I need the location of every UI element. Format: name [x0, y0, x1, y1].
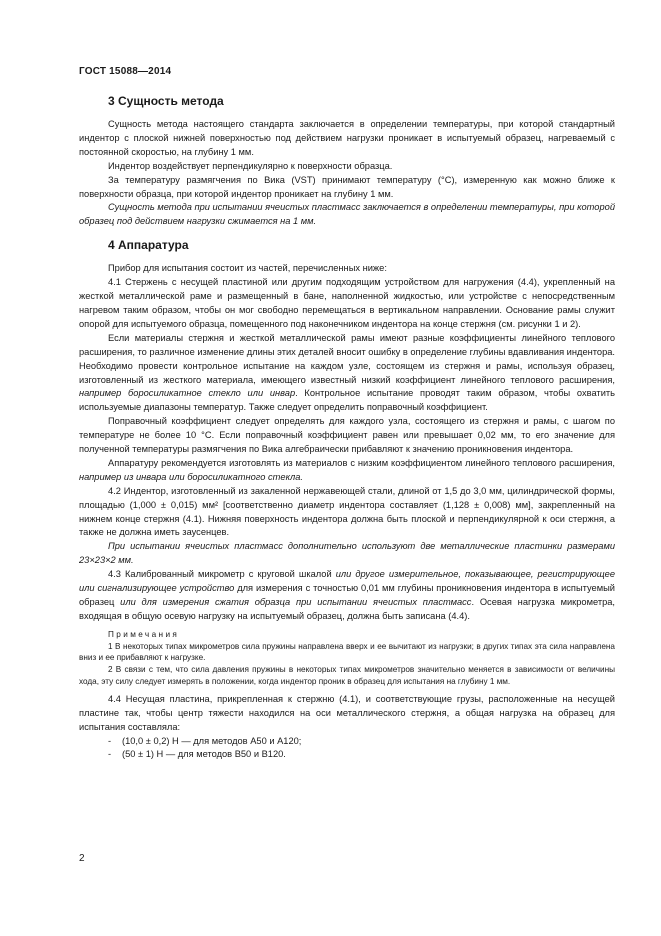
paragraph-4-3 — [79, 568, 615, 624]
paragraph-recommend — [79, 457, 615, 485]
italic-run: например боросиликатное стекло или инвар — [79, 388, 296, 399]
page-number: 2 — [79, 853, 85, 864]
section-4-title: 4 Аппаратура — [108, 238, 189, 253]
italic-paragraph: Сущность метода при испытании ячеистых пластмасс заключается в определении температуры, при которой образец под действием нагрузки сжимается на 1 мм. — [79, 202, 615, 227]
paragraph: Индентор воздействует перпендикулярно к поверхности образца. — [108, 160, 393, 171]
paragraph: Прибор для испытания состоит из частей, перечисленных ниже: — [108, 263, 387, 274]
paragraph-4-4: 4.4 Несущая пластина, прикрепленная к стержню (4.1), и соответствующие грузы, расположенные на несущей пластине так, чтобы центр тяжести находился на оси металлического стержня, а общая нагрузка на образец для испытания составляла: — [79, 693, 615, 732]
text-run: . Осевая нагрузка микрометра, входящая в общую осевую нагрузку на испытуемый образец, должна быть записана (4.4). — [79, 597, 616, 621]
notes-title: Примечания — [108, 629, 180, 639]
section-4 — [79, 238, 615, 762]
text-run: 4.3 Калиброванный микрометр с круговой шкалой — [108, 569, 336, 580]
paragraph-4-1: 4.1 Стержень с несущей пластиной или другим подходящим устройством для нагружения (4.4), укрепленный на жесткой металлической раме и размещенный в бане, наполненной жидкостью, или устройстве с непосредственным нагревом таким образом, чтобы он мог свободно перемещаться в вертикальном направлении. Основание рамы служит опорой для испытуемого образца, помещенного под наконечником индентора на конце стержня (см. рисунки 1 и 2). — [79, 277, 615, 329]
load-text: (10,0 ± 0,2) Н — для методов А50 и А120; — [122, 735, 302, 746]
paragraph: За температуру размягчения по Вика (VST) принимают температуру (°С), измеренную как можно ближе к поверхности образца, при которой индентор проникает на глубину 1 мм. — [79, 174, 615, 199]
document-body — [79, 94, 615, 771]
section-3-title: 3 Сущность метода — [108, 94, 224, 108]
paragraph-correction: Поправочный коэффициент следует определять для каждого узла, состоящего из стержня и рамы, с шагом по температуре не более 10 °С. Если поправочный коэффициент равен или превышает 0,02 мм, то его значение для полученной температуры размягчения по Вика алгебраически прибавляют к значению проникновения индентора. — [79, 416, 615, 455]
dash-marker: - — [108, 749, 112, 760]
section-3 — [79, 94, 615, 229]
italic-run: или для измерения сжатия образца при испытании ячеистых пластмасс — [120, 597, 472, 607]
italic-run: или другое измерительное, показывающее, регистрирующее или сигнализирующее устройство — [79, 569, 615, 594]
text-run: . Контрольное испытание проводят таким образом, чтобы охватить используемые диапазоны температур. Также следует определить поправочный коэффициент. — [79, 388, 615, 413]
note-item: 1 В некоторых типах микрометров сила пружины направлена вверх и ее вычитают из нагрузки; в других типах эта сила направлена вниз и ее прибавляют к нагрузке. — [79, 641, 615, 663]
document-header: ГОСТ 15088—2014 — [79, 66, 172, 77]
paragraph-cellular: При испытании ячеистых пластмасс дополнительно используют две металлические пластинки размерами 23×23×2 мм. — [79, 541, 615, 566]
notes-block — [79, 629, 615, 688]
text-run: для измерения с точностью 0,01 мм глубины проникновения индентора в испытуемый образец — [79, 583, 615, 607]
load-list-item — [79, 748, 615, 762]
italic-run: например из инвара или боросиликатного стекла. — [79, 471, 303, 482]
note-item: 2 В связи с тем, что сила давления пружины в некоторых типах микрометров значительно меняется в зависимости от величины хода, эту силу следует измерять в положении, когда индентор проник в образец для испытания на глубину 1 мм. — [79, 665, 615, 686]
paragraph-4-2: 4.2 Индентор, изготовленный из закаленной нержавеющей стали, длиной от 1,5 до 3,0 мм, цилиндрической формы, площадью (1,000 ± 0,015) мм² [соответственно диаметр индентора составляет (1,128 ± 0,008) мм], закрепленный на нижнем конце стержня (4.1). Нижняя поверхность индентора должна быть плоской и перпендикулярной к оси стержня, а также не должна иметь заусенцев. — [79, 485, 615, 538]
text-run: Аппаратуру рекомендуется изготовлять из материалов с низким коэффициентом линейного теплового расширения, — [108, 457, 615, 468]
paragraph-materials — [79, 332, 615, 415]
dash-marker: - — [108, 735, 112, 746]
load-list-item — [79, 735, 615, 749]
text-run: Если материалы стержня и жесткой металлической рамы имеют разные коэффициенты линейного теплового расширения, то различное изменение длины этих деталей вносит ошибку в определение глубины вдавливания индентора. Необходимо провести контрольное испытание на каждом узле, состоящем из стержня и рамы, используя образец, изготовленный из жесткого материала, имеющего известный низкий коэффициент линейного теплового расширения, — [79, 332, 615, 385]
paragraph: Сущность метода настоящего стандарта заключается в определении температуры, при которой стандартный индентор с плоской нижней поверхностью под действием нагрузки проникает в испытуемый образец, нагреваемый с постоянной скоростью, на глубину 1 мм. — [79, 119, 615, 157]
load-text: (50 ± 1) Н — для методов В50 и В120. — [122, 749, 286, 760]
